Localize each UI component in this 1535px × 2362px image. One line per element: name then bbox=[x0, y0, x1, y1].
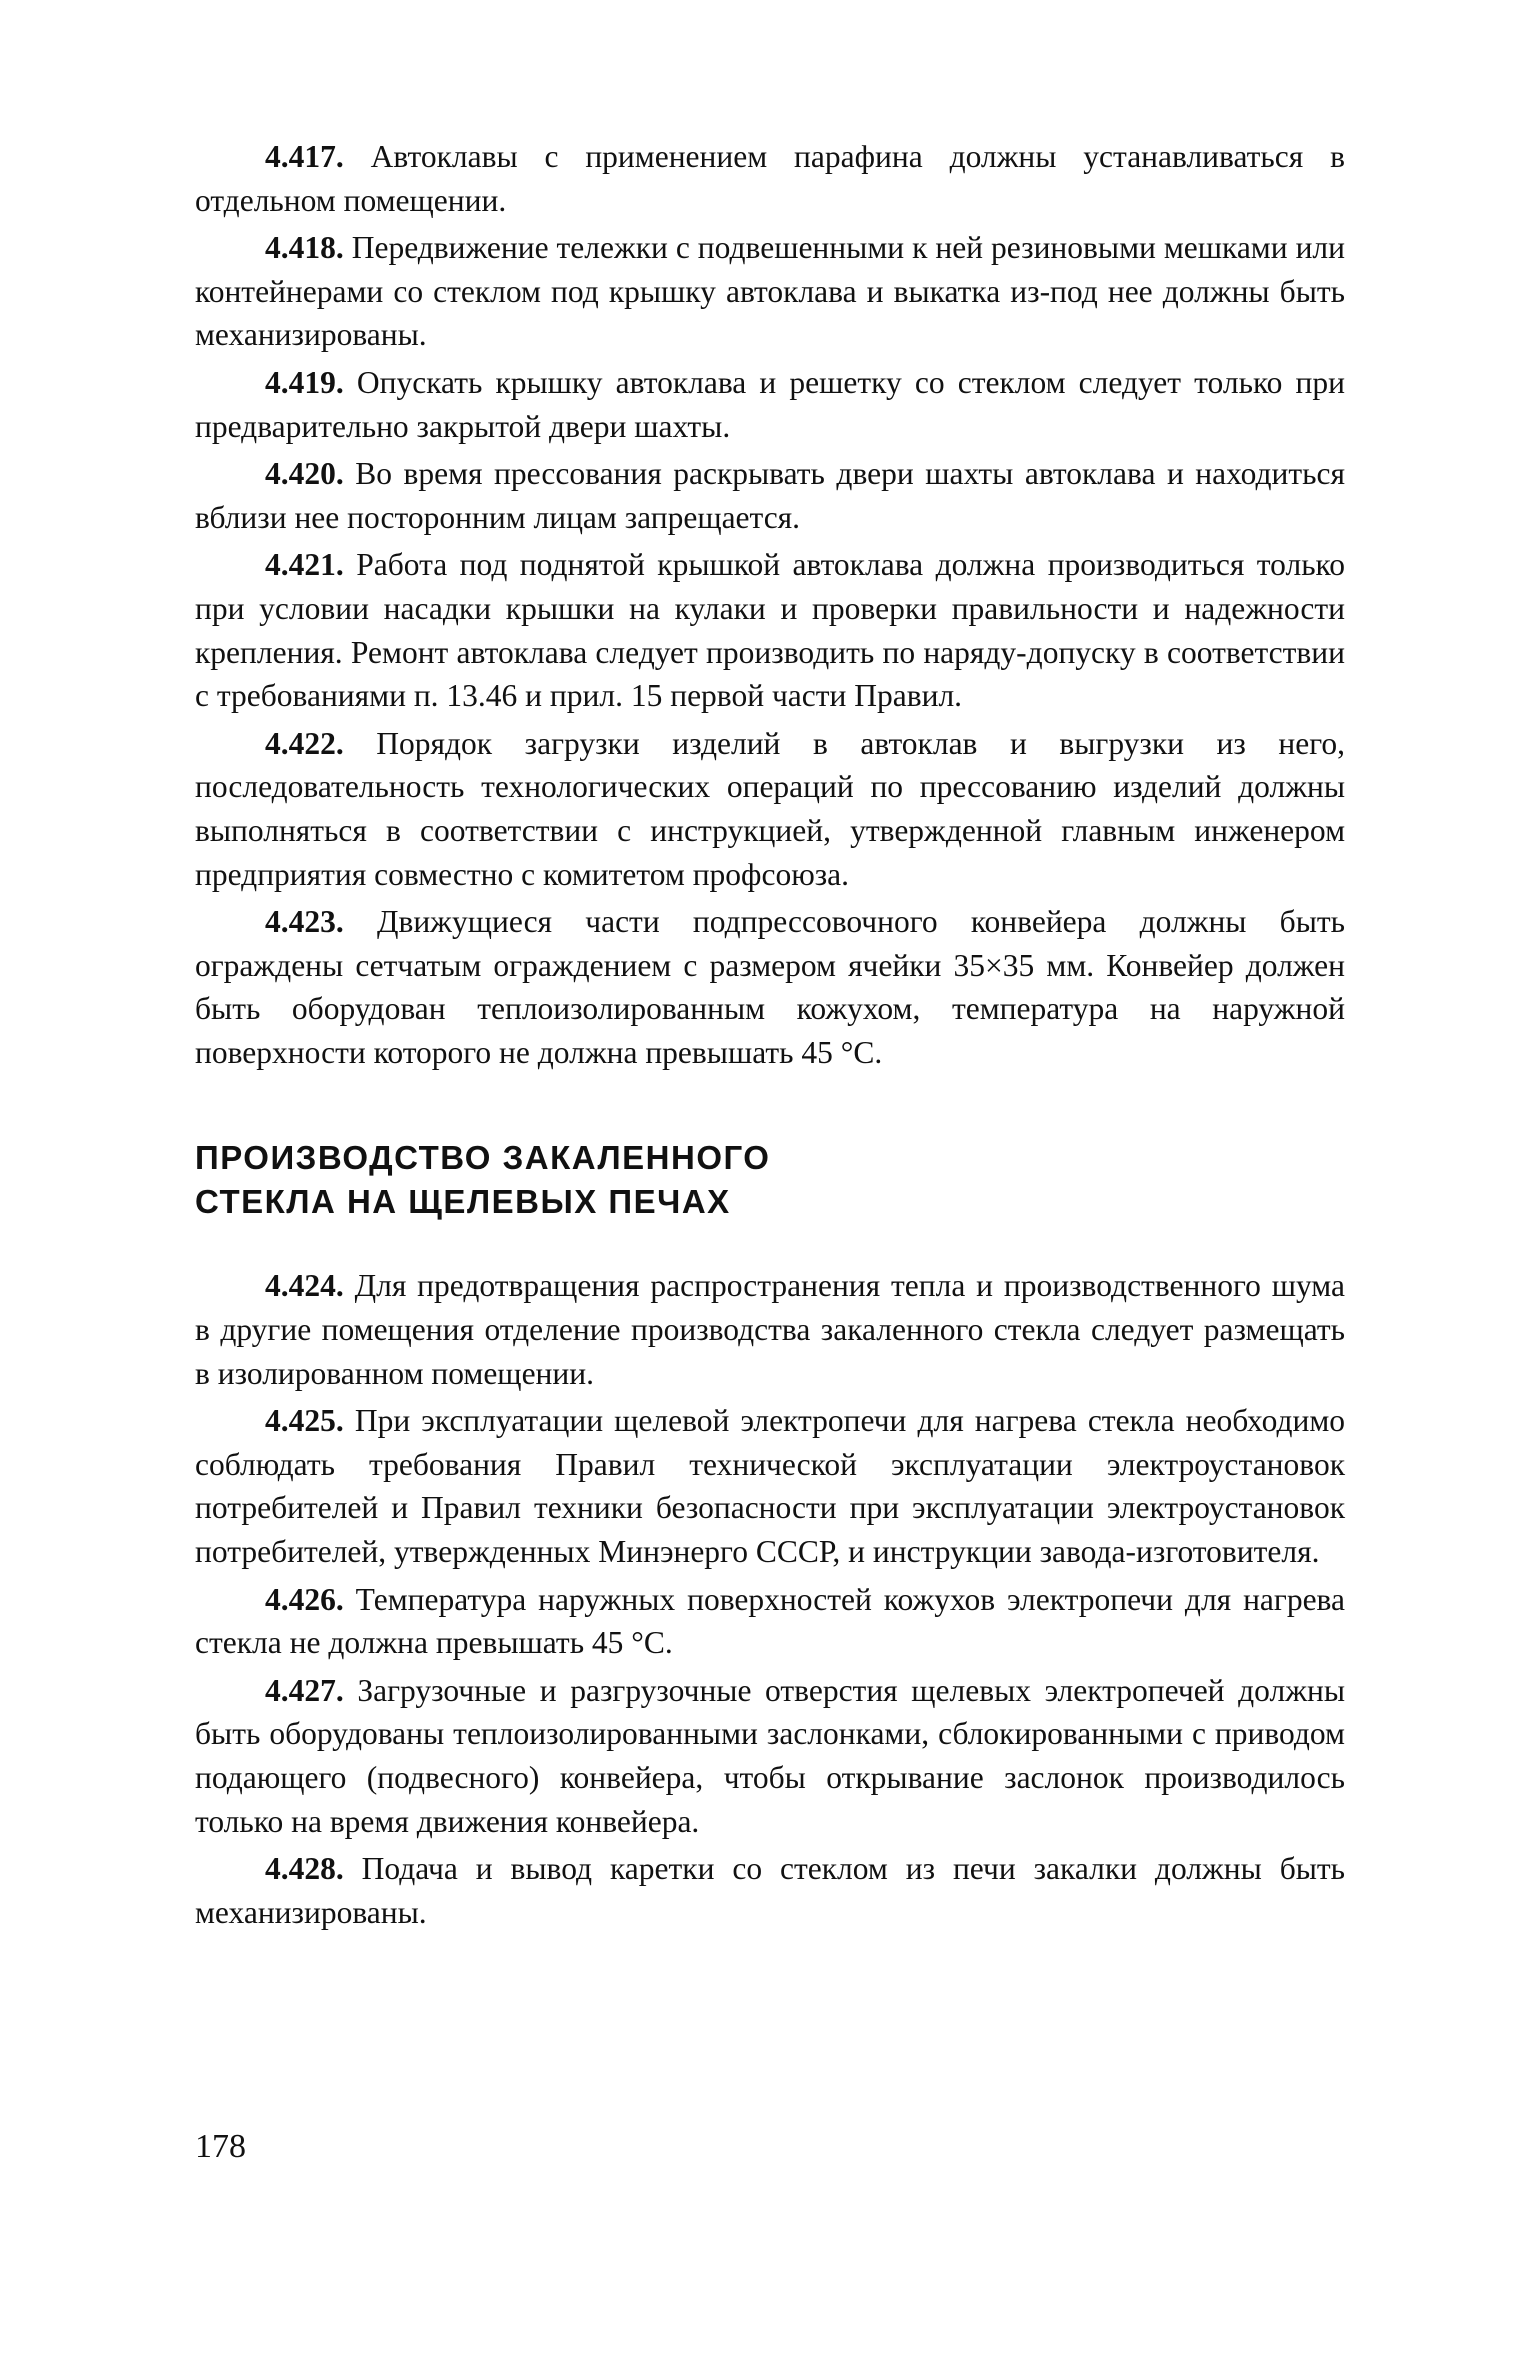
section-heading-line-2: СТЕКЛА НА ЩЕЛЕВЫХ ПЕЧАХ bbox=[195, 1183, 731, 1221]
paragraph-number: 4.418. bbox=[265, 230, 344, 266]
paragraph-4-423 bbox=[195, 900, 1345, 1074]
paragraph-number: 4.428. bbox=[265, 1851, 344, 1887]
paragraph-4-419 bbox=[195, 361, 1345, 448]
paragraph-number: 4.427. bbox=[265, 1672, 344, 1708]
paragraph-text: Загрузочные и разгрузочные отверстия щелевых электропечей должны быть оборудованы теплоизолированными заслонками, сблокированными с приводом подающего (подвесного) конвейера, чтобы открывание заслонок производилось только на время движения конвейера. bbox=[195, 1672, 1345, 1839]
paragraph-text: Во время прессования раскрывать двери шахты автоклава и находиться вблизи нее посторонним лицам запрещается. bbox=[195, 456, 1346, 535]
document-page bbox=[195, 135, 1345, 1938]
paragraph-text: Опускать крышку автоклава и решетку со стеклом следует только при предварительно закрытой двери шахты. bbox=[195, 364, 1345, 444]
paragraph-4-425 bbox=[195, 1399, 1345, 1573]
section-heading bbox=[195, 1136, 1345, 1224]
paragraph-text: Подача и вывод каретки со стеклом из печи закалки должны быть механизированы. bbox=[195, 1851, 1346, 1930]
paragraph-4-426 bbox=[195, 1578, 1345, 1665]
paragraph-4-420 bbox=[195, 452, 1345, 539]
paragraph-4-427 bbox=[195, 1669, 1345, 1843]
paragraph-text: Передвижение тележки с подвешенными к ней резиновыми мешками или контейнерами со стеклом под крышку автоклава и выкатка из-под нее должны быть механизированы. bbox=[195, 230, 1345, 353]
page-number: 178 bbox=[195, 2128, 246, 2165]
paragraph-4-421 bbox=[195, 543, 1345, 717]
paragraph-number: 4.420. bbox=[265, 456, 344, 492]
paragraph-number: 4.426. bbox=[265, 1581, 344, 1617]
paragraph-number: 4.419. bbox=[265, 364, 344, 400]
paragraph-number: 4.421. bbox=[265, 547, 344, 583]
paragraph-number: 4.425. bbox=[265, 1403, 344, 1439]
paragraph-text: Температура наружных поверхностей кожухов электропечи для нагрева стекла не должна превышать 45 °С. bbox=[195, 1581, 1345, 1661]
paragraph-4-422 bbox=[195, 722, 1345, 896]
paragraph-text: Порядок загрузки изделий в автоклав и выгрузки из него, последовательность технологических операций по прессованию изделий должны выполняться в соответствии с инструкцией, утвержденной главным инженером предприятия совместно с комитетом профсоюза. bbox=[195, 725, 1345, 892]
paragraph-4-428 bbox=[195, 1847, 1345, 1934]
paragraph-number: 4.424. bbox=[265, 1268, 344, 1304]
paragraph-text: Автоклавы с применением парафина должны устанавливаться в отдельном помещении. bbox=[195, 139, 1346, 218]
paragraph-number: 4.423. bbox=[265, 904, 344, 940]
paragraph-4-417 bbox=[195, 135, 1345, 222]
paragraph-4-418 bbox=[195, 226, 1345, 357]
paragraph-number: 4.417. bbox=[265, 139, 344, 174]
paragraph-number: 4.422. bbox=[265, 725, 344, 761]
paragraph-text: Для предотвращения распространения тепла и производственного шума в другие помещения отделение производства закаленного стекла следует размещать в изолированном помещении. bbox=[195, 1268, 1345, 1391]
paragraph-4-424 bbox=[195, 1264, 1345, 1395]
section-heading-line-1: ПРОИЗВОДСТВО ЗАКАЛЕННОГО bbox=[195, 1139, 771, 1177]
paragraph-text: При эксплуатации щелевой электропечи для нагрева стекла необходимо соблюдать требования Правил технической эксплуатации электроустановок потребителей и Правил техники безопасности при эксплуатации электроустановок потребителей, утвержденных Минэнерго СССР, и инструкции завода-изготовителя. bbox=[195, 1403, 1346, 1570]
paragraph-text: Движущиеся части подпрессовочного конвейера должны быть ограждены сетчатым ограждением с размером ячейки 35×35 мм. Конвейер должен быть оборудован теплоизолированным кожухом, температура на наружной поверхности которого не должна превышать 45 °С. bbox=[195, 904, 1345, 1070]
paragraph-text: Работа под поднятой крышкой автоклава должна производиться только при условии насадки крышки на кулаки и проверки правильности и надежности крепления. Ремонт автоклава следует производить по наряду-допуску в соответствии с требованиями п. 13.46 и прил. 15 первой части Правил. bbox=[195, 547, 1346, 714]
